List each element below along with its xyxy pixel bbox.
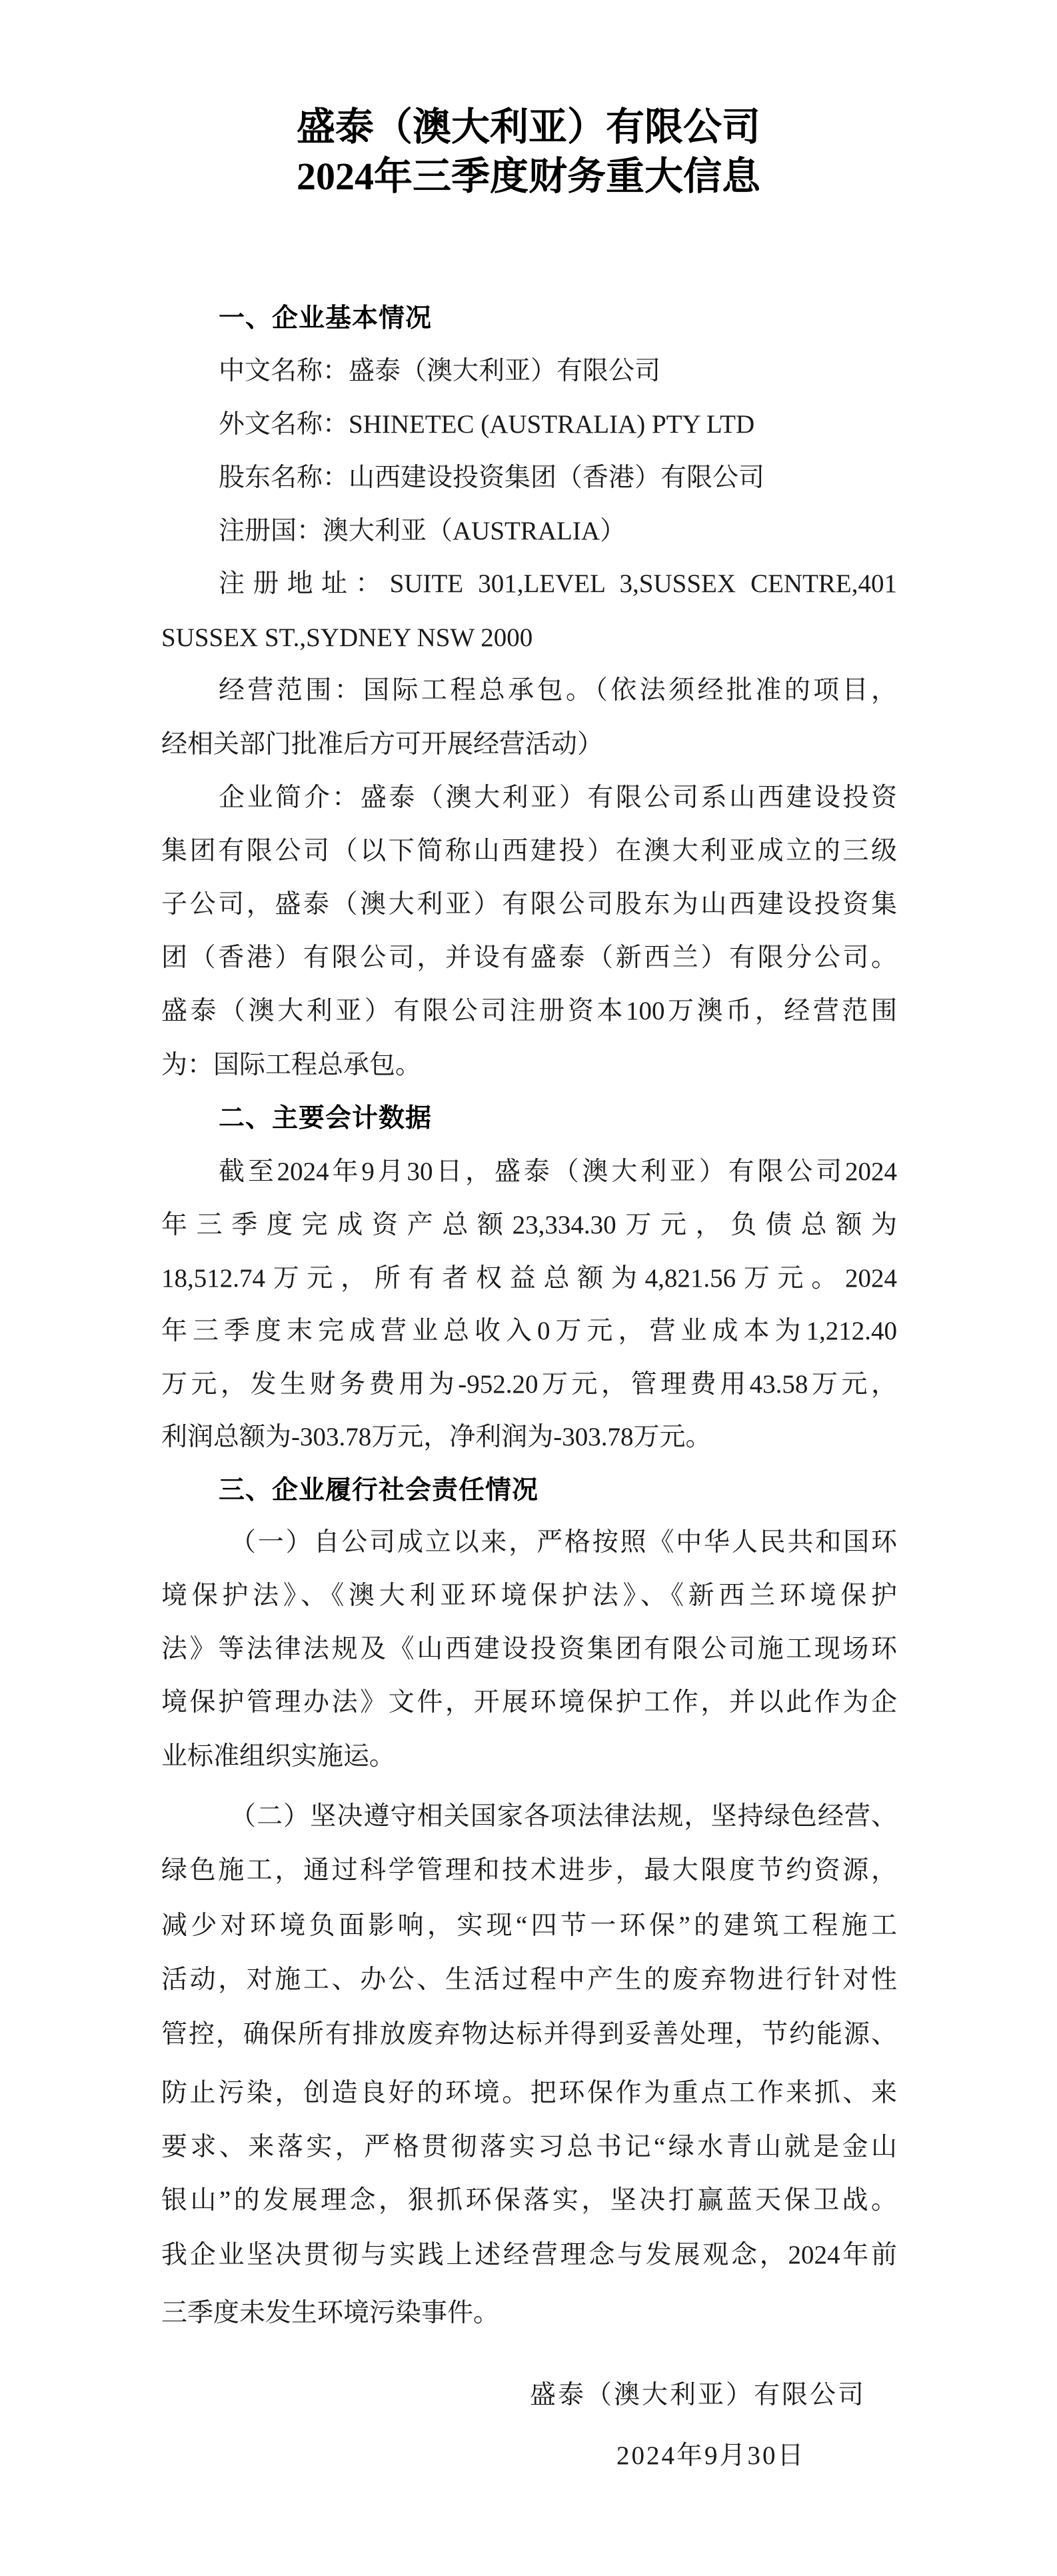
- shareholder-name: 股东名称：山西建设投资集团（香港）有限公司: [219, 463, 765, 492]
- signature-date: 2024年9月30日: [616, 2441, 806, 2470]
- csr-part2-line: 减少对环境负面影响，实现“四节一环保”的建筑工程施工: [161, 1911, 897, 1940]
- csr-part2-line: （二）坚决遵守相关国家各项法律法规，坚持绿色经营、: [230, 1802, 897, 1831]
- accounting-line: 截至2024年9月30日，盛泰（澳大利亚）有限公司2024: [219, 1157, 897, 1186]
- chinese-name: 中文名称：盛泰（澳大利亚）有限公司: [219, 357, 661, 385]
- csr-part2-line: 绿色施工，通过科学管理和技术进步，最大限度节约资源，: [161, 1856, 897, 1885]
- csr-part2-line: 三季度未发生环境污染事件。: [161, 2299, 500, 2327]
- company-profile-line: 团（香港）有限公司，并设有盛泰（新西兰）有限分公司。: [161, 943, 897, 972]
- csr-part1-line: 业标准组织实施运。: [161, 1742, 396, 1771]
- csr-part1-line: 法》等法律法规及《山西建设投资集团有限公司施工现场环: [161, 1635, 897, 1663]
- company-profile-line: 集团有限公司（以下简称山西建投）在澳大利亚成立的三级: [161, 837, 897, 865]
- csr-part2-line: 防止污染，创造良好的环境。把环保作为重点工作来抓、来: [161, 2079, 897, 2107]
- registered-address-line: 注册地址：SUITE 301,LEVEL 3,SUSSEX CENTRE,401: [219, 569, 897, 598]
- csr-part1-line: （一）自公司成立以来，严格按照《中华人民共和国环: [230, 1528, 897, 1557]
- section-heading-accounting: 二、主要会计数据: [219, 1104, 433, 1133]
- csr-part2-line: 银山”的发展理念，狠抓环保落实，坚决打赢蓝天保卫战。: [161, 2186, 897, 2215]
- business-scope-line: 经营范围：国际工程总承包。（依法须经批准的项目，: [219, 676, 897, 705]
- signature-company: 盛泰（澳大利亚）有限公司: [530, 2381, 866, 2409]
- accounting-line: 年三季度完成资产总额23,334.30万元，负债总额为: [161, 1211, 897, 1239]
- accounting-line: 利润总额为-303.78万元，净利润为-303.78万元。: [161, 1423, 712, 1451]
- company-profile-line: 为：国际工程总承包。: [161, 1051, 422, 1079]
- csr-part2-line: 要求、来落实，严格贯彻落实习总书记“绿水青山就是金山: [161, 2133, 897, 2161]
- title-company: 盛泰（澳大利亚）有限公司: [296, 105, 760, 149]
- company-profile-line: 子公司，盛泰（澳大利亚）有限公司股东为山西建设投资集: [161, 890, 897, 919]
- title-report: 2024年三季度财务重大信息: [296, 155, 760, 198]
- csr-part1-line: 境保护管理办法》文件，开展环境保护工作，并以此作为企: [161, 1688, 897, 1717]
- company-profile-line: 企业简介：盛泰（澳大利亚）有限公司系山西建设投资: [219, 783, 897, 812]
- accounting-line: 年三季度末完成营业总收入0万元，营业成本为1,212.40: [161, 1317, 897, 1345]
- foreign-name: 外文名称：SHINETEC (AUSTRALIA) PTY LTD: [219, 410, 755, 439]
- accounting-line: 18,512.74万元，所有者权益总额为4,821.56万元。2024: [161, 1264, 897, 1293]
- business-scope-line: 经相关部门批准后方可开展经营活动）: [161, 730, 604, 759]
- company-profile-line: 盛泰（澳大利亚）有限公司注册资本100万澳币，经营范围: [161, 997, 897, 1025]
- section-heading-basic-info: 一、企业基本情况: [219, 304, 433, 333]
- csr-part2-line: 活动，对施工、办公、生活过程中产生的废弃物进行针对性: [161, 1965, 897, 1994]
- document-title: [0, 103, 1057, 201]
- registered-address-line: SUSSEX ST.,SYDNEY NSW 2000: [161, 623, 533, 652]
- accounting-line: 万元，发生财务费用为-952.20万元，管理费用43.58万元，: [161, 1370, 897, 1399]
- registration-country: 注册国：澳大利亚（AUSTRALIA）: [219, 517, 626, 545]
- section-heading-social-responsibility: 三、企业履行社会责任情况: [219, 1476, 539, 1505]
- csr-part2-line: 我企业坚决贯彻与实践上述经营理念与发展观念，2024年前: [161, 2241, 897, 2269]
- csr-part2-line: 管控，确保所有排放废弃物达标并得到妥善处理，节约能源、: [161, 2020, 897, 2049]
- csr-part1-line: 境保护法》、《澳大利亚环境保护法》、《新西兰环境保护: [161, 1581, 897, 1610]
